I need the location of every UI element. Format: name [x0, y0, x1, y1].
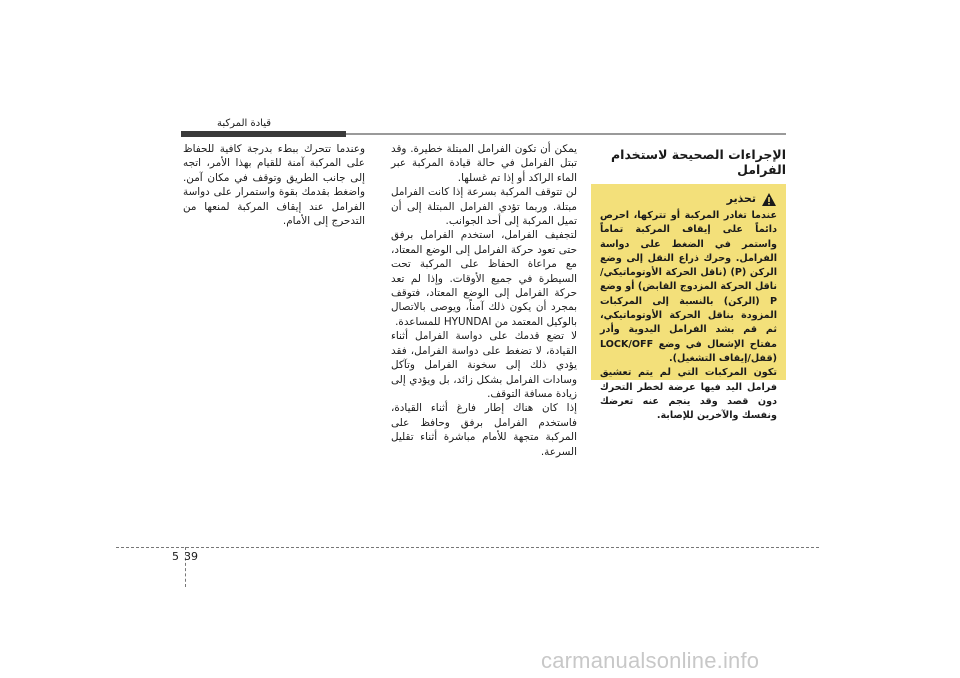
warning-paragraph: تكون المركبات التي لم يتم تعشيق فرامل اليد فيها عرضة لخطر التحرك دون قصد وقد ينجم عنه تعرضك ونفسك والآخرين للإصابة. — [600, 367, 777, 422]
header-bar — [181, 131, 346, 137]
page-header-title: قيادة المركبة — [217, 118, 271, 129]
footer-rule — [116, 547, 819, 548]
warning-paragraph: عندما تغادر المركبة أو تتركها، احرص دائماً على إيقاف المركبة تماماً واستمر في الضغط على دواسة الفرامل. وحرك ذراع النقل إلى وضع الركن (P) (ناقل الحركة الأوتوماتيكي/ناقل الحركة المزدوج القابض) أو وضع P (الركن) بالنسبة إلى المركبات المزودة بناقل الحركة الأوتوماتيكي، ثم قم بشد الفرامل اليدوية وأدر مفتاح الإشعال في وضع LOCK/OFF (قفل/إيقاف التشغيل). — [600, 210, 778, 364]
body-column-left — [183, 142, 365, 228]
body-paragraph: وعندما تتحرك ببطء بدرجة كافية للحفاظ على المركبة آمنة للقيام بهذا الأمر، اتجه إلى جانب الطريق وتوقف في مكان آمن. واضغط بقدمك بقوة واستمرار على دواسة الفرامل عند إيقاف المركبة لمنعها من التدحرج إلى الأمام. — [183, 143, 365, 228]
warning-body — [600, 209, 777, 423]
warning-box — [591, 184, 786, 422]
body-column-right — [391, 142, 577, 459]
warning-header — [600, 192, 777, 207]
page-number: 39 — [184, 550, 198, 563]
chapter-number: 5 — [172, 550, 179, 563]
header-rule — [346, 133, 786, 135]
body-paragraph: يمكن أن تكون الفرامل المبتلة خطيرة. وقد تبتل الفرامل في حالة قيادة المركبة عبر الماء الراكد أو إذا تم غسلها. — [391, 143, 577, 184]
watermark: carmanualsonline.info — [541, 648, 760, 673]
body-paragraph: إذا كان هناك إطار فارغ أثناء القيادة، فاستخدم الفرامل برفق وحافظ على المركبة متجهة للأمام مباشرة أثناء تقليل السرعة. — [391, 402, 577, 458]
section-heading: الإجراءات الصحيحة لاستخدام الفرامل — [611, 147, 786, 177]
warning-triangle-icon — [761, 192, 777, 207]
body-paragraph: لا تضع قدمك على دواسة الفرامل أثناء القيادة، لا تضغط على دواسة الفرامل، فقد يؤدي ذلك إلى سخونة الفرامل وتآكل وسادات الفرامل بشكل زائد، بل ويؤدي إلى زيادة مسافة التوقف. — [391, 330, 577, 400]
body-paragraph: لتجفيف الفرامل، استخدم الفرامل برفق حتى تعود حركة الفرامل إلى الوضع المعتاد، مع مراعاة الحفاظ على المركبة تحت السيطرة في جميع الأوقات. وإذا لم تعد حركة الفرامل إلى الوضع المعتاد، فتوقف بمجرد أن يكون ذلك آمناً، ويوصى بالاتصال بالوكيل المعتمد من HYUNDAI للمساعدة. — [391, 229, 577, 328]
body-paragraph: لن تتوقف المركبة بسرعة إذا كانت الفرامل مبتلة. وربما تؤدي الفرامل المبتلة إلى أن تميل المركبة إلى أحد الجوانب. — [391, 186, 577, 228]
warning-label: تحذير — [726, 192, 756, 206]
